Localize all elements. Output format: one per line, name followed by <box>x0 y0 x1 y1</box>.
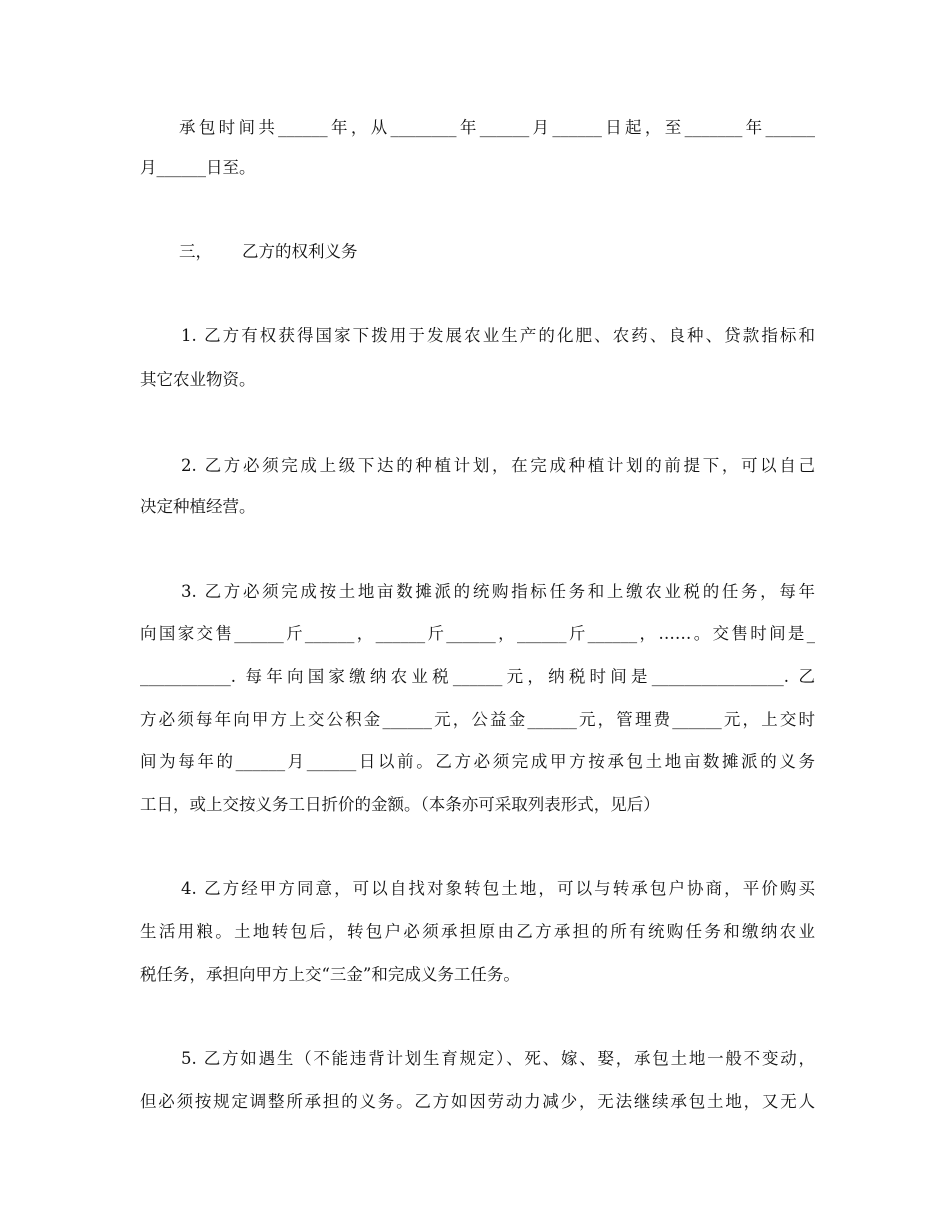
clause-4-line-3: 税任务，承担向甲方上交“三金”和完成义务工任务。 <box>140 965 520 984</box>
clause-1-line-2: 其它农业物资。 <box>140 370 256 389</box>
clause-3-line-2: 向国家交售______斤______，______斤______，______斤______，……。交售时间是_ <box>140 624 815 643</box>
clause-2-line-1: 2. 乙方必须完成上级下达的种植计划，在完成种植计划的前提下，可以自己 <box>181 456 815 475</box>
clause-4-line-1: 4. 乙方经甲方同意，可以自找对象转包土地，可以与转承包户协商，平价购买 <box>181 879 815 898</box>
clause-5-line-2: 但必须按规定调整所承担的义务。乙方如因劳动力减少，无法继续承包土地，又无人 <box>140 1092 815 1111</box>
clause-1-line-1: 1. 乙方有权获得国家下拨用于发展农业生产的化肥、农药、良种、贷款指标和 <box>181 326 815 345</box>
term-line-2: 月______日至。 <box>140 158 256 177</box>
clause-3-line-4: 方必须每年向甲方上交公积金______元，公益金______元，管理费______元，上交时 <box>140 710 815 729</box>
clause-3-line-1: 3. 乙方必须完成按土地亩数摊派的统购指标任务和上缴农业税的任务，每年 <box>181 582 815 601</box>
section-3-heading <box>179 240 815 264</box>
section-3-number: 三， <box>179 242 212 261</box>
term-line-1: 承包时间共______年，从________年______月______日起，至_______年______ <box>179 118 815 137</box>
clause-4-line-2: 生活用粮。土地转包后，转包户必须承担原由乙方承担的所有统购任务和缴纳农业 <box>140 922 815 941</box>
clause-3-line-3: ___________. 每年向国家缴纳农业税______元，纳税时间是________________. 乙 <box>140 667 815 686</box>
section-3-title: 乙方的权利义务 <box>242 242 358 261</box>
clause-5-line-1: 5. 乙方如遇生（不能违背计划生育规定）、死、嫁、娶，承包土地一般不变动， <box>181 1049 815 1068</box>
clause-3-line-5: 间为每年的______月______日以前。乙方必须完成甲方按承包土地亩数摊派的义务 <box>140 752 815 771</box>
clause-3-line-6: 工日，或上交按义务工日折价的金额。（本条亦可采取列表形式，见后） <box>140 795 660 814</box>
clause-2-line-2: 决定种植经营。 <box>140 497 256 516</box>
